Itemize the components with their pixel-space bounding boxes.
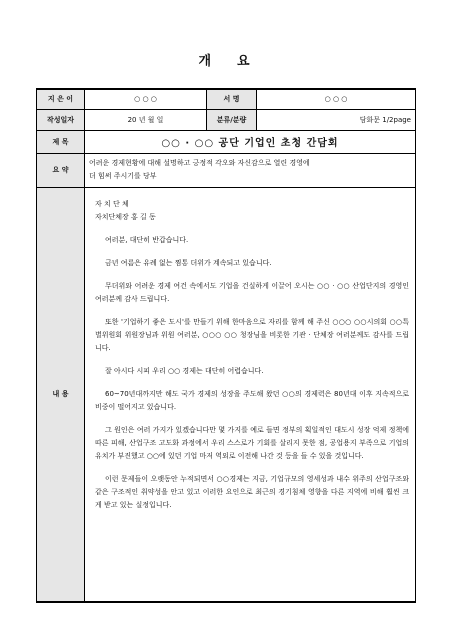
paragraph-3: 무더위와 어려운 경제 여건 속에서도 기업을 건실하게 이끌어 오시는 ○○ · ○○ 산업단지의 경영인 여러분께 감사 드립니다. <box>95 281 409 303</box>
paragraph-1: 여러분, 대단히 반갑습니다. <box>105 235 189 244</box>
summary-value <box>85 153 416 187</box>
title-char-2: 요 <box>237 54 252 69</box>
author-label: 지 은 이 <box>37 89 85 109</box>
subject-label: 제 목 <box>37 130 85 153</box>
paragraph-2: 금년 여름은 유례 없는 찜통 더위가 계속되고 있습니다. <box>105 258 272 267</box>
content-label: 내 용 <box>37 187 85 602</box>
paragraph-6: 60~70년대까지만 해도 국가 경제의 성장을 주도해 왔던 ○○의 경제력은 80년대 이후 지속적으로 비중이 떨어지고 있습니다. <box>95 389 409 411</box>
category-label: 분류/분량 <box>207 109 257 130</box>
summary-line-1: 어려운 경제현황에 대해 설명하고 긍정적 각오와 자신감으로 열린 경영에 <box>89 159 310 167</box>
date-value: 20 년 월 일 <box>85 109 207 130</box>
sign-label: 서 명 <box>207 89 257 109</box>
author-value: ○ ○ ○ <box>85 89 207 109</box>
paragraph-4: 또한 '기업하기 좋은 도시'를 만들기 위해 한마음으로 자리를 함께 해 주신 ○○○ ○○시의회 ○○특별위원회 위원장님과 위원 여러분, ○○○ ○○ 청장님을 비롯한 기관 · 단체장 여러분께도 감사를 드립니다. <box>95 317 409 352</box>
subject-value: ○○ · ○○ 공단 기업인 초청 간담회 <box>85 130 416 153</box>
category-value: 담화문 1/2page <box>257 109 416 130</box>
info-form-table <box>36 88 416 603</box>
summary-line-2: 더 힘써 주시기를 당부 <box>89 172 157 180</box>
document-title <box>0 50 450 69</box>
recipient-line-1: 자 치 단 체 <box>95 199 129 208</box>
summary-label: 요 약 <box>37 153 85 187</box>
recipient-line-2: 자치단체장 홍 길 동 <box>95 212 156 221</box>
paragraph-5: 잘 아시다 시피 우리 ○○ 경제는 대단히 어렵습니다. <box>105 366 264 375</box>
paragraph-8: 이런 문제들이 오랫동안 누적되면서 ○○경제는 지금, 기업규모의 영세성과 내수 위주의 산업구조와 같은 구조적인 취약성을 안고 있고 이러한 요인으로 최근의 경기침체 영향을 다른 지역에 비해 훨씬 크게 받고 있는 실정입니다. <box>95 474 409 509</box>
title-char-1: 개 <box>198 54 213 69</box>
sign-value: ○ ○ ○ <box>257 89 416 109</box>
date-label: 작성일자 <box>37 109 85 130</box>
paragraph-7: 그 원인은 여러 가지가 있겠습니다만 몇 가지를 예로 들면 정부의 획일적인 대도시 성장 억제 정책에 따른 피해, 산업구조 고도화 과정에서 우리 스스로가 기회를 살리지 못한 점, 공업용지 부족으로 기업의 유치가 부진했고 ○○에 있던 기업 마저 역외로 이전해 나간 것 등을 들 수 있을 것입니다. <box>95 425 409 460</box>
content-body <box>85 187 416 602</box>
